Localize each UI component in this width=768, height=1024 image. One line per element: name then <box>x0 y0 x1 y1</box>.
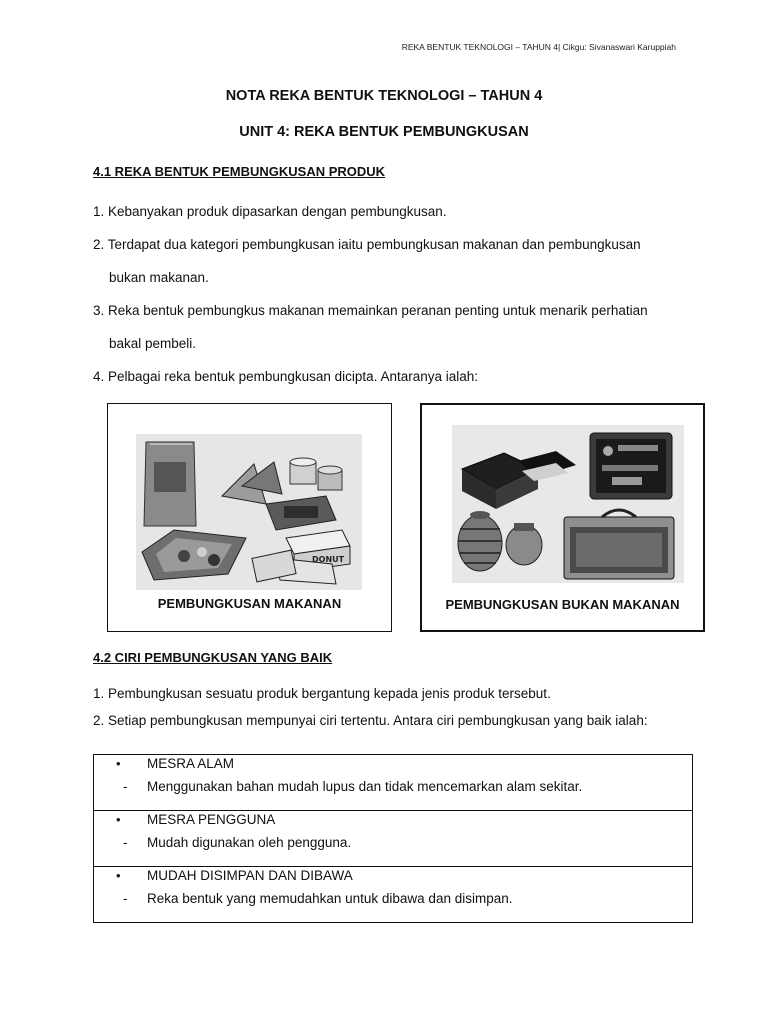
characteristics-table <box>93 754 693 923</box>
paragraph-line: 1. Kebanyakan produk dipasarkan dengan pembungkusan. <box>93 204 447 219</box>
characteristic-description: Reka bentuk yang memudahkan untuk dibawa dan disimpan. <box>147 891 513 906</box>
figure-caption-food: PEMBUNGKUSAN MAKANAN <box>157 596 342 611</box>
document-title: NOTA REKA BENTUK TEKNOLOGI – TAHUN 4 <box>225 88 543 104</box>
characteristic-description: Mudah digunakan oleh pengguna. <box>147 835 352 850</box>
characteristic-title: MESRA ALAM <box>147 756 235 771</box>
food-packaging-image <box>136 434 362 590</box>
bullet-point: • <box>116 868 121 883</box>
table-row <box>94 867 693 923</box>
section-heading-4-1: 4.1 REKA BENTUK PEMBUNGKUSAN PRODUK <box>93 164 386 179</box>
characteristic-title: MUDAH DISIMPAN DAN DIBAWA <box>147 868 353 883</box>
table-row <box>94 811 693 867</box>
table-row <box>94 755 693 811</box>
figure-non-food-packaging <box>420 403 705 632</box>
unit-title: UNIT 4: REKA BENTUK PEMBUNGKUSAN <box>239 124 529 140</box>
paragraph-line: 2. Setiap pembungkusan mempunyai ciri tertentu. Antara ciri pembungkusan yang baik ialah: <box>93 713 648 728</box>
paragraph-line: 3. Reka bentuk pembungkus makanan memainkan peranan penting untuk menarik perhatian <box>93 303 648 318</box>
donut-box-label: DONUT <box>312 555 345 564</box>
dash-marker: - <box>123 891 128 906</box>
bullet-point: • <box>116 812 121 827</box>
paragraph-line: 1. Pembungkusan sesuatu produk bergantung kepada jenis produk tersebut. <box>93 686 551 701</box>
paragraph-line: bakal pembeli. <box>109 336 197 351</box>
table-cell <box>94 867 693 923</box>
paragraph-line: bukan makanan. <box>109 270 209 285</box>
characteristic-title: MESRA PENGGUNA <box>147 812 276 827</box>
non-food-packaging-image <box>452 425 684 583</box>
dash-marker: - <box>123 779 128 794</box>
figure-caption-non-food: PEMBUNGKUSAN BUKAN MAKANAN <box>445 597 680 612</box>
table-cell <box>94 755 693 811</box>
section-heading-4-2: 4.2 CIRI PEMBUNGKUSAN YANG BAIK <box>93 650 333 665</box>
dash-marker: - <box>123 835 128 850</box>
paragraph-line: 4. Pelbagai reka bentuk pembungkusan dicipta. Antaranya ialah: <box>93 369 479 384</box>
page-header: REKA BENTUK TEKNOLOGI – TAHUN 4| Cikgu: Sivanaswari Karuppiah <box>401 42 676 52</box>
figure-food-packaging <box>107 403 392 632</box>
bullet-point: • <box>116 756 121 771</box>
paragraph-line: 2. Terdapat dua kategori pembungkusan iaitu pembungkusan makanan dan pembungkusan <box>93 237 641 252</box>
table-cell <box>94 811 693 867</box>
characteristic-description: Menggunakan bahan mudah lupus dan tidak mencemarkan alam sekitar. <box>147 779 583 794</box>
